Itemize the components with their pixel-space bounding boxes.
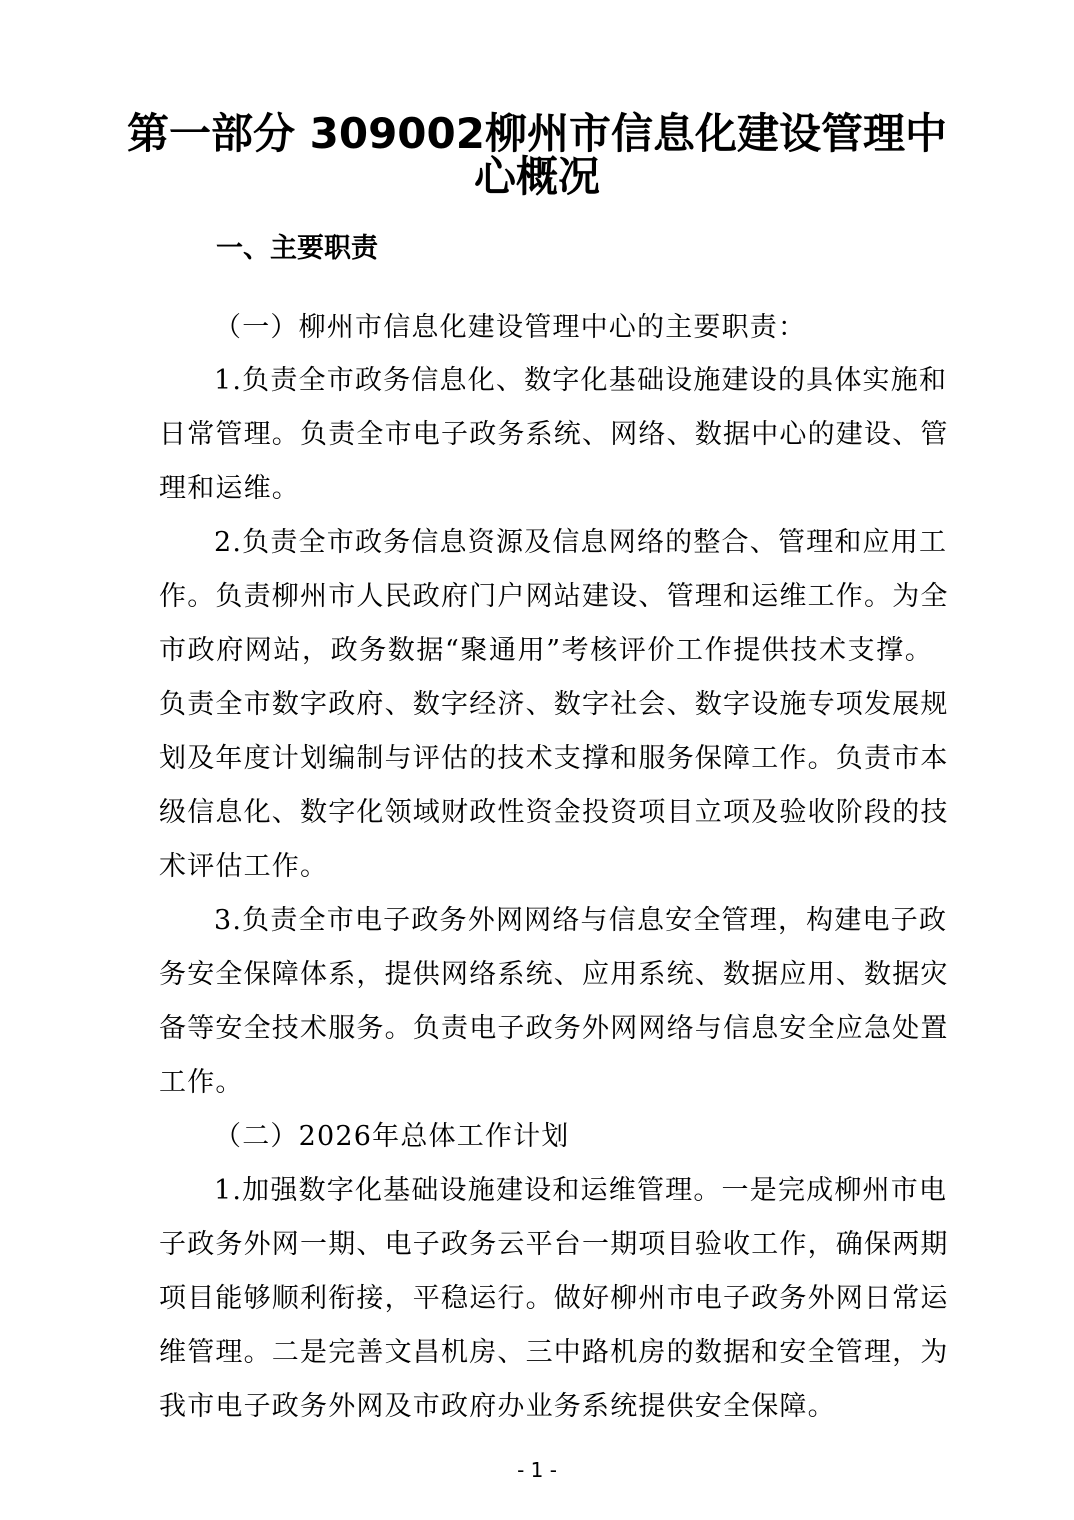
paragraph-line: 备等安全技术服务。负责电子政务外网网络与信息安全应急处置 xyxy=(159,1013,949,1044)
paragraph-line: 工作。 xyxy=(159,1067,244,1098)
paragraph-line: 项目能够顺利衔接，平稳运行。做好柳州市电子政务外网日常运 xyxy=(159,1283,949,1314)
paragraph-line: 我市电子政务外网及市政府办业务系统提供安全保障。 xyxy=(159,1391,836,1422)
paragraph-line: 日常管理。负责全市电子政务系统、网络、数据中心的建设、管 xyxy=(159,419,949,450)
paragraph-line: 务安全保障体系，提供网络系统、应用系统、数据应用、数据灾 xyxy=(159,959,949,990)
paragraph-line: 划及年度计划编制与评估的技术支撑和服务保障工作。负责市本 xyxy=(159,743,949,774)
paragraph-line: 1.负责全市政务信息化、数字化基础设施建设的具体实施和 xyxy=(214,365,948,396)
paragraph-line: 2.负责全市政务信息资源及信息网络的整合、管理和应用工 xyxy=(214,527,948,558)
page-title-line-2: 心概况 xyxy=(473,152,600,201)
paragraph-line: 理和运维。 xyxy=(159,473,300,504)
section-heading-main-duties: 一、主要职责 xyxy=(216,233,378,264)
paragraph-line: 市政府网站，政务数据“聚通用”考核评价工作提供技术支撑。 xyxy=(159,635,933,666)
paragraph-line: 3.负责全市电子政务外网网络与信息安全管理，构建电子政 xyxy=(214,905,948,936)
page-title-line-1: 第一部分 309002柳州市信息化建设管理中 xyxy=(127,109,947,158)
paragraph-line: 子政务外网一期、电子政务云平台一期项目验收工作，确保两期 xyxy=(159,1229,949,1260)
paragraph-line: 1.加强数字化基础设施建设和运维管理。一是完成柳州市电 xyxy=(214,1175,948,1206)
page-number: - 1 - xyxy=(517,1458,557,1482)
paragraph-line: 作。负责柳州市人民政府门户网站建设、管理和运维工作。为全 xyxy=(159,581,949,612)
paragraph-line: 维管理。二是完善文昌机房、三中路机房的数据和安全管理，为 xyxy=(159,1337,949,1368)
subsection-heading-duties: （一）柳州市信息化建设管理中心的主要职责： xyxy=(214,312,807,343)
paragraph-line: 负责全市数字政府、数字经济、数字社会、数字设施专项发展规 xyxy=(159,689,949,720)
subsection-heading-work-plan: （二）2026年总体工作计划 xyxy=(214,1121,570,1152)
paragraph-line: 术评估工作。 xyxy=(159,851,329,882)
paragraph-line: 级信息化、数字化领域财政性资金投资项目立项及验收阶段的技 xyxy=(159,797,949,828)
